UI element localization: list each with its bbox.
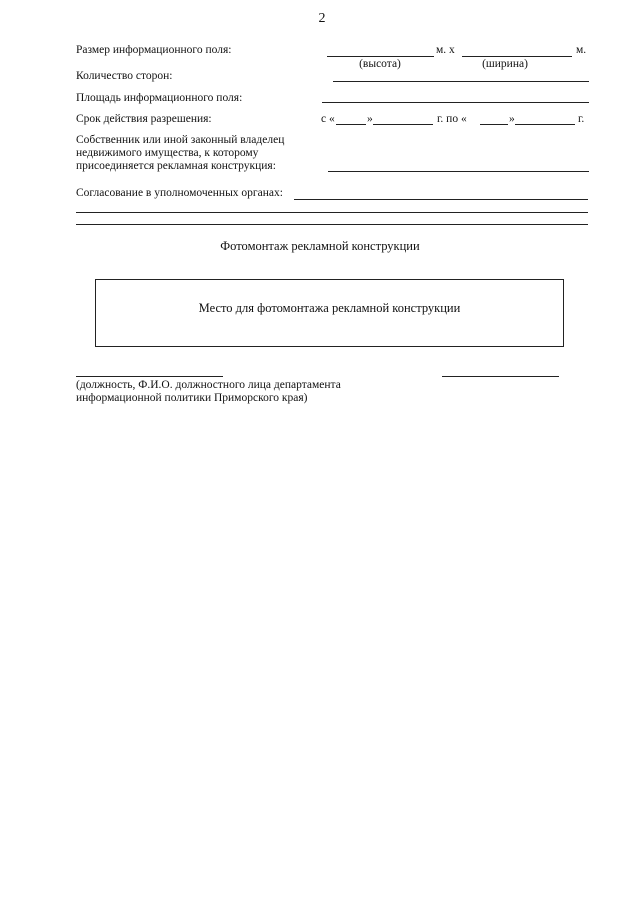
signature-sign-line: [442, 376, 559, 377]
photo-heading: Фотомонтаж рекламной конструкции: [220, 239, 420, 253]
owner-label-line2: недвижимого имущества, к которому: [76, 147, 259, 159]
signature-caption-line1: (должность, Ф.И.О. должностного лица департамента: [76, 379, 341, 391]
approval-blank-line-1: [294, 199, 588, 200]
page-number: 2: [318, 11, 326, 26]
signature-name-line: [76, 376, 223, 377]
sides-blank-line: [333, 81, 589, 82]
term-label: Срок действия разрешения:: [76, 113, 212, 125]
size-unit-m: м.: [576, 44, 587, 56]
term-year-end: г.: [578, 113, 585, 125]
term-quote-close-2: »: [509, 113, 515, 125]
term-from-day-line: [336, 124, 366, 125]
sides-label: Количество сторон:: [76, 70, 173, 82]
term-to-month-line: [515, 124, 575, 125]
owner-label-line1: Собственник или иной законный владелец: [76, 134, 285, 146]
approval-blank-line-3: [76, 224, 588, 225]
approval-blank-line-2: [76, 212, 588, 213]
term-year-mid: г. по «: [437, 113, 467, 125]
owner-label-line3: присоединяется рекламная конструкция:: [76, 160, 276, 172]
term-from-month-line: [373, 124, 433, 125]
width-caption: (ширина): [482, 58, 528, 70]
term-quote-close-1: »: [367, 113, 373, 125]
term-to-day-line: [480, 124, 508, 125]
approval-label: Согласование в уполномоченных органах:: [76, 187, 283, 199]
height-blank-line: [327, 56, 434, 57]
size-label: Размер информационного поля:: [76, 44, 232, 56]
width-blank-line: [462, 56, 572, 57]
area-blank-line: [322, 102, 589, 103]
area-label: Площадь информационного поля:: [76, 92, 243, 104]
term-from-prefix: с «: [321, 113, 335, 125]
size-unit-x: м. х: [436, 44, 455, 56]
photo-placeholder-box: [95, 279, 564, 347]
height-caption: (высота): [359, 58, 401, 70]
owner-blank-line: [328, 171, 589, 172]
photo-placeholder-label: Место для фотомонтажа рекламной конструкции: [198, 301, 461, 315]
signature-caption-line2: информационной политики Приморского края): [76, 392, 308, 404]
